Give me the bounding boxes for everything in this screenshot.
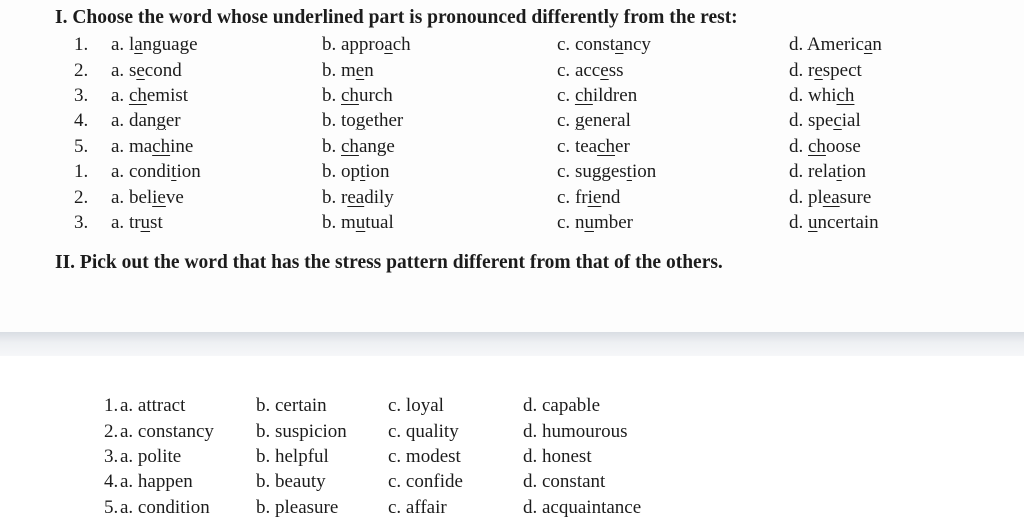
underlined-part: ie xyxy=(152,187,166,208)
underlined-part: ch xyxy=(808,136,826,157)
question-number: 5. xyxy=(104,497,119,518)
option-post: ion xyxy=(841,161,867,182)
option-d xyxy=(789,110,861,132)
question-row xyxy=(0,187,1024,213)
option-b xyxy=(322,85,393,107)
option-a xyxy=(111,60,182,82)
page-divider xyxy=(0,332,1024,356)
option-pre: dan xyxy=(128,110,157,131)
option-pre: whi xyxy=(808,85,837,106)
option-label: c. xyxy=(557,110,571,131)
question-row xyxy=(0,85,1024,111)
option-a xyxy=(111,212,163,234)
option-c: c. affair xyxy=(388,497,447,518)
question-number: 1. xyxy=(74,161,89,182)
option-a xyxy=(111,136,193,158)
option-d: d. capable xyxy=(523,395,601,416)
option-label: b. xyxy=(322,110,337,131)
underlined-part: ea xyxy=(347,187,365,208)
stress-question-row xyxy=(0,446,1024,472)
underlined-part: g xyxy=(355,110,366,131)
option-pre: s xyxy=(128,60,137,81)
option-post: ine xyxy=(170,136,194,157)
option-c xyxy=(557,85,637,107)
option-pre: r xyxy=(808,60,815,81)
option-pre: condi xyxy=(128,161,172,182)
option-post: ion xyxy=(176,161,201,182)
underlined-part: g xyxy=(156,110,166,131)
underlined-part: a xyxy=(384,34,393,55)
section-1-heading: I. Choose the word whose underlined part is pronounced differently from the rest: xyxy=(55,7,738,28)
option-d xyxy=(789,212,879,234)
option-pre: pl xyxy=(808,187,823,208)
underlined-part: t xyxy=(360,161,366,182)
option-b xyxy=(322,161,390,183)
option-c: c. modest xyxy=(388,446,461,467)
option-d xyxy=(789,60,862,82)
underlined-part: g xyxy=(574,110,585,131)
option-post: emist xyxy=(146,85,189,106)
underlined-part: ch xyxy=(152,136,171,157)
option-label: a. xyxy=(111,187,125,208)
option-c xyxy=(557,136,630,158)
option-label: a. xyxy=(111,34,125,55)
option-c xyxy=(557,187,620,209)
option-post: st xyxy=(150,212,163,233)
option-a xyxy=(111,85,188,107)
option-c xyxy=(557,60,623,82)
option-pre: appro xyxy=(341,34,385,55)
option-post: ial xyxy=(841,110,861,131)
stress-question-row xyxy=(0,497,1024,523)
option-pre: sugges xyxy=(574,161,627,182)
option-label: a. xyxy=(111,161,125,182)
underlined-part: ie xyxy=(587,187,602,208)
underlined-part: e xyxy=(355,60,365,81)
underlined-part: e xyxy=(814,60,823,81)
option-label: d. xyxy=(789,161,804,182)
question-number: 3. xyxy=(104,446,119,467)
option-pre: acc xyxy=(574,60,601,81)
option-post: n xyxy=(364,60,374,81)
section-2-heading: II. Pick out the word that has the stress pattern different from that of the others. xyxy=(55,252,723,273)
underlined-part: e xyxy=(600,60,609,81)
option-d xyxy=(789,34,882,56)
exercise-section-2 xyxy=(0,356,1024,525)
option-label: b. xyxy=(322,85,337,106)
stress-question-row xyxy=(0,421,1024,447)
option-pre: n xyxy=(574,212,585,233)
question-row xyxy=(0,60,1024,86)
option-post: nd xyxy=(601,187,621,208)
option-a xyxy=(111,110,181,132)
option-d xyxy=(789,187,871,209)
underlined-part: a xyxy=(863,34,873,55)
option-label: a. xyxy=(111,60,125,81)
underlined-part: t xyxy=(626,161,632,182)
option-post: ether xyxy=(365,110,404,131)
option-pre: const xyxy=(574,34,616,55)
question-number: 4. xyxy=(74,110,89,131)
option-c xyxy=(557,161,656,183)
underlined-part: u xyxy=(355,212,366,233)
option-pre: op xyxy=(341,161,360,182)
question-number: 2. xyxy=(74,187,89,208)
option-post: ve xyxy=(165,187,184,208)
option-b xyxy=(322,110,403,132)
option-pre: tea xyxy=(574,136,598,157)
underlined-part: ea xyxy=(822,187,840,208)
option-label: a. xyxy=(111,136,125,157)
option-post: ange xyxy=(358,136,395,157)
option-b xyxy=(322,136,395,158)
option-a: a. polite xyxy=(120,446,182,467)
underlined-part: a xyxy=(134,34,143,55)
option-a: a. condition xyxy=(120,497,210,518)
underlined-part: ch xyxy=(341,136,359,157)
option-pre: spe xyxy=(808,110,834,131)
option-d xyxy=(789,136,861,158)
option-b xyxy=(322,60,374,82)
option-a xyxy=(111,34,198,56)
option-label: c. xyxy=(557,60,571,81)
underlined-part: ch xyxy=(128,85,147,106)
option-label: b. xyxy=(322,60,337,81)
option-b xyxy=(322,34,411,56)
underlined-part: a xyxy=(615,34,624,55)
option-label: a. xyxy=(111,110,125,131)
option-label: d. xyxy=(789,60,804,81)
underlined-part: ch xyxy=(341,85,359,106)
option-post: er xyxy=(615,136,630,157)
option-pre: Americ xyxy=(806,34,864,55)
option-d: d. acquaintance xyxy=(523,497,642,518)
option-post: ncertain xyxy=(817,212,879,233)
option-label: c. xyxy=(557,136,571,157)
option-label: d. xyxy=(789,187,804,208)
underlined-part: c xyxy=(833,110,842,131)
option-c xyxy=(557,34,651,56)
option-post: er xyxy=(165,110,181,131)
option-post: nguage xyxy=(142,34,198,55)
option-pre: to xyxy=(341,110,356,131)
option-post: ildren xyxy=(592,85,638,106)
option-post: urch xyxy=(358,85,393,106)
option-post: spect xyxy=(822,60,862,81)
option-a: a. constancy xyxy=(120,421,214,442)
option-post: eneral xyxy=(584,110,631,131)
underlined-part: ch xyxy=(597,136,616,157)
underlined-part: u xyxy=(808,212,818,233)
underlined-part: u xyxy=(584,212,594,233)
option-d: d. constant xyxy=(523,471,606,492)
option-label: d. xyxy=(789,34,804,55)
option-label: d. xyxy=(789,212,804,233)
question-number: 3. xyxy=(74,212,89,233)
option-a: a. happen xyxy=(120,471,193,492)
option-label: b. xyxy=(322,34,337,55)
option-post: ch xyxy=(392,34,411,55)
option-pre: r xyxy=(341,187,348,208)
stress-question-row xyxy=(0,471,1024,497)
option-a: a. attract xyxy=(120,395,186,416)
underlined-part: e xyxy=(136,60,145,81)
question-number: 4. xyxy=(104,471,119,492)
option-c xyxy=(557,212,633,234)
option-pre: l xyxy=(128,34,135,55)
underlined-part: t xyxy=(171,161,177,182)
option-label: c. xyxy=(557,212,571,233)
option-post: ion xyxy=(365,161,390,182)
option-post: ion xyxy=(631,161,657,182)
option-b xyxy=(322,187,394,209)
option-label: b. xyxy=(322,161,337,182)
option-label: a. xyxy=(111,85,125,106)
option-label: d. xyxy=(789,136,804,157)
option-pre: m xyxy=(341,60,356,81)
option-c: c. confide xyxy=(388,471,463,492)
underlined-part: ch xyxy=(574,85,593,106)
question-number: 5. xyxy=(74,136,89,157)
option-c: c. quality xyxy=(388,421,459,442)
option-c: c. loyal xyxy=(388,395,444,416)
underlined-part: ch xyxy=(836,85,855,106)
option-label: d. xyxy=(789,85,804,106)
question-row xyxy=(0,34,1024,60)
option-d: d. honest xyxy=(523,446,592,467)
option-post: ncy xyxy=(623,34,651,55)
option-label: c. xyxy=(557,34,571,55)
option-label: a. xyxy=(111,212,125,233)
option-label: b. xyxy=(322,187,337,208)
option-post: oose xyxy=(825,136,861,157)
option-post: dily xyxy=(364,187,394,208)
option-post: cond xyxy=(144,60,182,81)
option-pre: bel xyxy=(128,187,153,208)
option-post: ss xyxy=(608,60,624,81)
option-pre: rela xyxy=(808,161,837,182)
option-label: c. xyxy=(557,161,571,182)
option-pre: fr xyxy=(574,187,588,208)
option-pre: ma xyxy=(128,136,153,157)
option-b: b. helpful xyxy=(256,446,329,467)
question-number: 2. xyxy=(104,421,119,442)
option-b: b. beauty xyxy=(256,471,326,492)
option-label: b. xyxy=(322,136,337,157)
option-label: d. xyxy=(789,110,804,131)
question-row xyxy=(0,161,1024,187)
question-number: 2. xyxy=(74,60,89,81)
option-post: mber xyxy=(593,212,633,233)
option-label: b. xyxy=(322,212,337,233)
option-a xyxy=(111,187,184,209)
question-row xyxy=(0,110,1024,136)
question-number: 3. xyxy=(74,85,89,106)
option-pre: tr xyxy=(128,212,141,233)
question-number: 1. xyxy=(104,395,119,416)
option-b: b. pleasure xyxy=(256,497,339,518)
question-number: 1. xyxy=(74,34,89,55)
question-row xyxy=(0,136,1024,162)
option-b xyxy=(322,212,394,234)
option-c xyxy=(557,110,631,132)
option-d: d. humourous xyxy=(523,421,628,442)
option-d xyxy=(789,85,854,107)
option-a xyxy=(111,161,201,183)
option-pre: m xyxy=(341,212,356,233)
option-b: b. certain xyxy=(256,395,327,416)
option-d xyxy=(789,161,866,183)
stress-question-row xyxy=(0,395,1024,421)
option-label: c. xyxy=(557,187,571,208)
question-row xyxy=(0,212,1024,238)
option-post: n xyxy=(872,34,882,55)
option-post: tual xyxy=(365,212,394,233)
option-b: b. suspicion xyxy=(256,421,347,442)
option-post: sure xyxy=(839,187,872,208)
option-label: c. xyxy=(557,85,571,106)
underlined-part: u xyxy=(140,212,151,233)
underlined-part: t xyxy=(836,161,842,182)
